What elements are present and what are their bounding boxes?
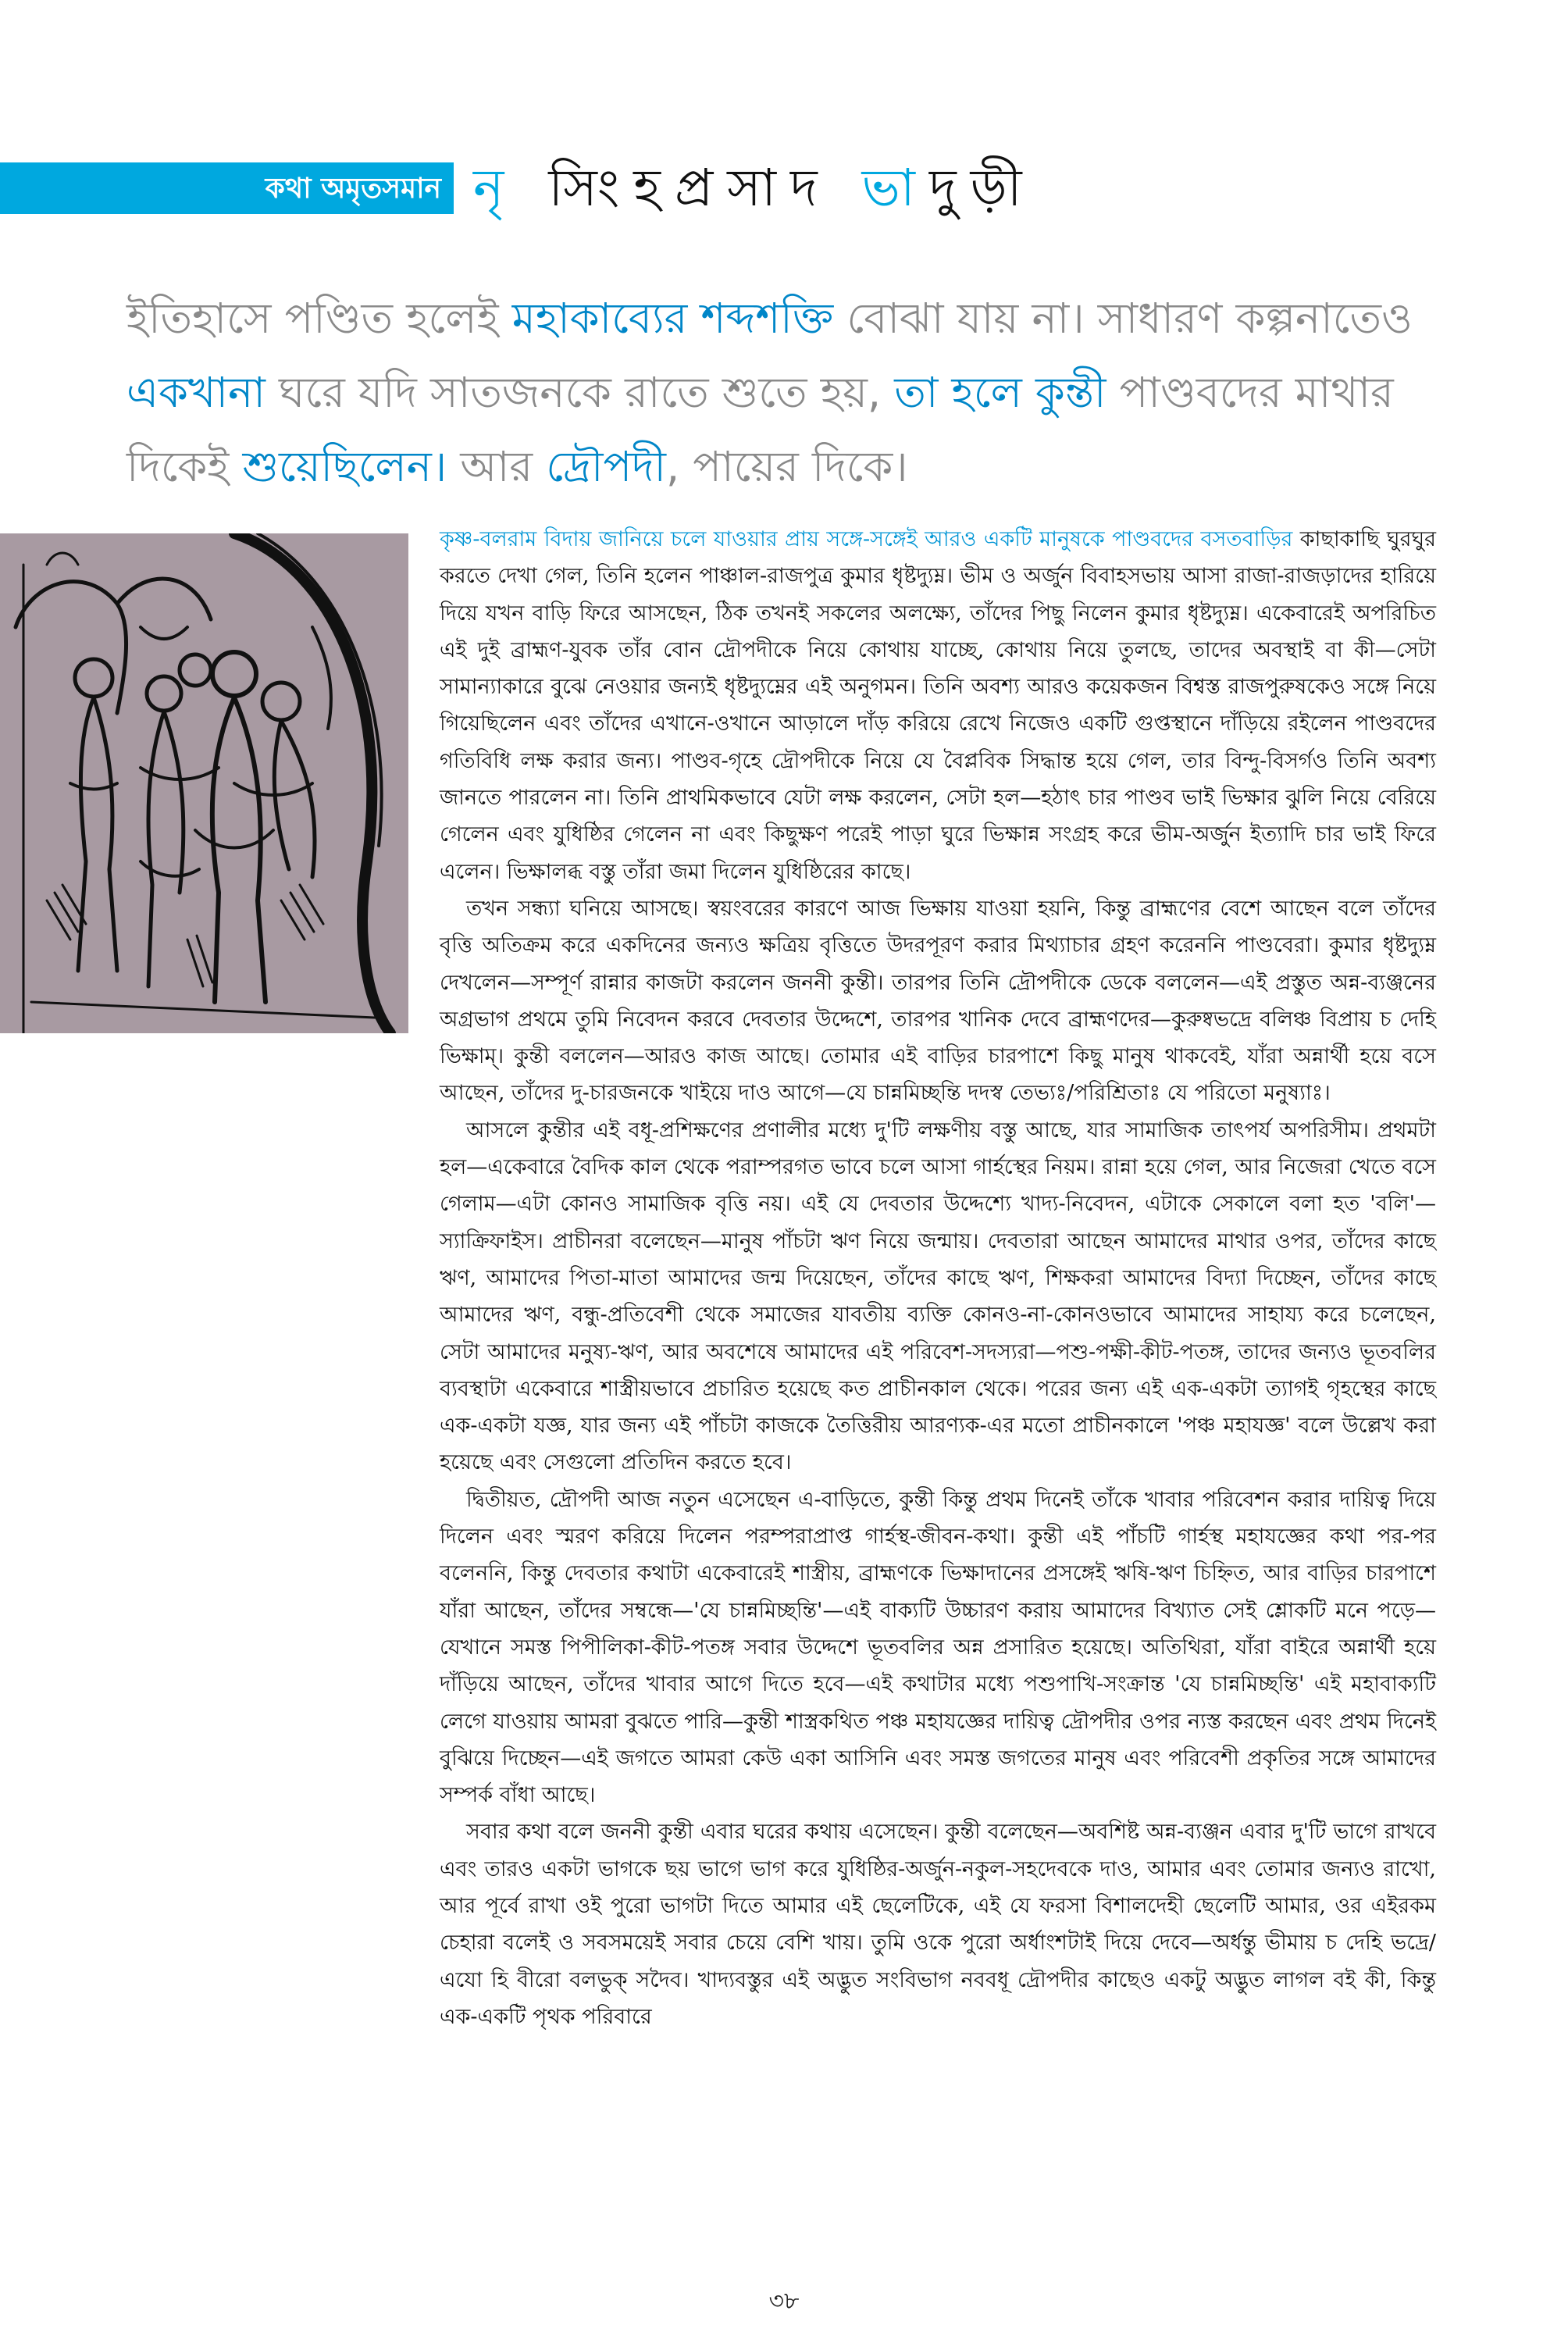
paragraph-text: কাছাকাছি ঘুরঘুর করতে দেখা গেল, তিনি হলেন পাঞ্চাল-রাজপুত্র কুমার ধৃষ্টদ্যুম্ন। ভীম ও অর্জুন বিবাহসভায় আসা রাজা-রাজড়াদের হারিয়ে দিয়ে যখন বাড়ি ফিরে আসছেন, ঠিক তখনই সকলের অলক্ষ্যে, তাঁদের পিছু নিলেন কুমার ধৃষ্টদ্যুম্ন। একেবারেই অপরিচিত এই দুই ব্রাহ্মণ-যুবক তাঁর বোন দ্রৌপদীকে নিয়ে কোথায় যাচ্ছে, কোথায় নিয়ে তুলছে, তাদের অবস্থাই বা কী—সেটা সামান্যাকারে বুঝে নেওয়ার জন্যই ধৃষ্টদ্যুম্নের এই অনুগমন। তিনি অবশ্য আরও কয়েকজন বিশ্বস্ত রাজপুরুষকেও সঙ্গে নিয়ে গিয়েছিলেন এবং তাঁদের এখানে-ওখানে আড়ালে দাঁড় করিয়ে রেখে নিজেও একটি গুপ্তস্থানে দাঁড়িয়ে রইলেন পাণ্ডবদের গতিবিধি লক্ষ করার জন্য। পাণ্ডব-গৃহে দ্রৌপদীকে নিয়ে যে বৈপ্লবিক সিদ্ধান্ত হয়ে গেল, তার বিন্দু-বিসর্গও তিনি অবশ্য জানতে পারলেন না। তিনি প্রাথমিকভাবে যেটা লক্ষ করলেন, সেটা হল—হঠাৎ চার পাণ্ডব ভাই ভিক্ষার ঝুলি নিয়ে বেরিয়ে গেলেন এবং যুধিষ্ঠির গেলেন না এবং কিছুক্ষণ পরেই পাড়া ঘুরে ভিক্ষান্ন সংগ্রহ করে ভীম-অর্জুন ইত্যাদি চার ভাই ফিরে এলেন। ভিক্ষালব্ধ বস্তু তাঁরা জমা দিলেন যুধিষ্ঠিরের কাছে। [440,527,1436,884]
paragraph [440,521,1436,890]
paragraph: তখন সন্ধ্যা ঘনিয়ে আসছে। স্বয়ংবরের কারণে আজ ভিক্ষায় যাওয়া হয়নি, কিন্তু ব্রাহ্মণের বেশে আছেন বলে তাঁদের বৃত্তি অতিক্রম করে একদিনের জন্যও ক্ষত্রিয় বৃত্তিতে উদরপূরণ করার মিথ্যাচার গ্রহণ করেননি পাণ্ডবেরা। কুমার ধৃষ্টদ্যুম্ন দেখলেন—সম্পূর্ণ রান্নার কাজটা করলেন জননী কুন্তী। তারপর তিনি দ্রৌপদীকে ডেকে বললেন—এই প্রস্তুত অন্ন-ব্যঞ্জনের অগ্রভাগ প্রথমে তুমি নিবেদন করবে দেবতার উদ্দেশে, তারপর খানিক দেবে ব্রাহ্মণদের—কুরুষ্বভদ্রে বলিঞ্চ বিপ্রায় চ দেহি ভিক্ষাম্। কুন্তী বললেন—আরও কাজ আছে। তোমার এই বাড়ির চারপাশে কিছু মানুষ থাকবেই, যাঁরা অন্নার্থী হয়ে বসে আছেন, তাঁদের দু-চারজনকে খাইয়ে দাও আগে—যে চান্নমিচ্ছন্তি দদস্ব তেভ্যঃ/পরিশ্রিতাঃ যে পরিতো মনুষ্যাঃ। [440,896,1436,1106]
line-drawing-illustration [0,533,408,1033]
paragraph: সবার কথা বলে জননী কুন্তী এবার ঘরের কথায় এসেছেন। কুন্তী বলেছেন—অবশিষ্ট অন্ন-ব্যঞ্জন এবার দু'টি ভাগে রাখবে এবং তারও একটা ভাগকে ছয় ভাগে ভাগ করে যুধিষ্ঠির-অর্জুন-নকুল-সহদেবকে দাও, আমার এবং তোমার জন্যও রাখো, আর পূর্বে রাখা ওই পুরো ভাগটা দিতে আমার এই ছেলেটিকে, এই যে ফরসা বিশালদেহী ছেলেটি আমার, ওর এইরকম চেহারা বলেই ও সবসময়েই সবার চেয়ে বেশি খায়। তুমি ওকে পুরো অর্ধাংশটাই দিয়ে দেবে—অর্ধন্তু ভীমায় চ দেহি ভদ্রে/এযো হি বীরো বলভুক্ সদৈব। খাদ্যবস্তুর এই অদ্ভুত সংবিভাগ নববধূ দ্রৌপদীর কাছেও একটু অদ্ভুত লাগল বই কী, কিন্তু এক-একটি পৃথক পরিবারে [440,1820,1436,2029]
page-number: ৩৮ [768,2288,800,2315]
illustration [0,533,408,1033]
author-mid: সিংহপ্রসাদ [548,158,862,218]
author-initial: নৃ [473,158,519,218]
pq-highlight: দ্রৌপদী [546,442,666,491]
article-body [440,521,1436,2035]
author-name [473,153,1036,223]
author-end: দুড়ী [928,158,1036,218]
pq-text: পাণ্ডবদের মাথার দিকেই [127,368,1394,491]
author-initial-2: ভা [861,158,929,218]
pq-highlight: একখানা [127,368,265,417]
pq-text: বোঝা যায় না। সাধারণ কল্পনাতেও [833,294,1413,343]
pq-text: , পায়ের দিকে। [665,442,908,491]
paragraph: আসলে কুন্তীর এই বধূ-প্রশিক্ষণের প্রণালীর মধ্যে দু'টি লক্ষণীয় বস্তু আছে, যার সামাজিক তাৎপর্য অপরিসীম। প্রথমটা হল—একেবারে বৈদিক কাল থেকে পরাম্পরগত ভাবে চলে আসা গার্হস্থের নিয়ম। রান্না হয়ে গেল, আর নিজেরা খেতে বসে গেলাম—এটা কোনও সামাজিক বৃত্তি নয়। এই যে দেবতার উদ্দেশ্যে খাদ্য-নিবেদন, এটাকে সেকালে বলা হত 'বলি'—স্যাক্রিফাইস। প্রাচীনরা বলেছেন—মানুষ পাঁচটা ঋণ নিয়ে জন্মায়। দেবতারা আছেন আমাদের মাথার ওপর, তাঁদের কাছে ঋণ, আমাদের পিতা-মাতা আমাদের জন্ম দিয়েছেন, তাঁদের কাছে ঋণ, শিক্ষকরা আমাদের বিদ্যা দিচ্ছেন, তাঁদের কাছে আমাদের ঋণ, বন্ধু-প্রতিবেশী থেকে সমাজের যাবতীয় ব্যক্তি কোনও-না-কোনওভাবে আমাদের সাহায্য করে চলেছেন, সেটা আমাদের মনুষ্য-ঋণ, আর অবশেষে আমাদের এই পরিবেশ-সদস্যরা—পশু-পক্ষী-কীট-পতঙ্গ, তাদের জন্যও ভূতবলির ব্যবস্থাটা একেবারে শাস্ত্রীয়ভাবে প্রচারিত হয়েছে কত প্রাচীনকাল থেকে। পরের জন্য এই এক-একটা ত্যাগই গৃহস্থের কাছে এক-একটা যজ্ঞ, যার জন্য এই পাঁচটা কাজকে তৈত্তিরীয় আরণ্যক-এর মতো প্রাচীনকালে 'পঞ্চ মহাযজ্ঞ' বলে উল্লেখ করা হয়েছে এবং সেগুলো প্রতিদিন করতে হবে। [440,1118,1436,1475]
pq-highlight: তা হলে কুন্তী [894,368,1107,417]
paragraph: দ্বিতীয়ত, দ্রৌপদী আজ নতুন এসেছেন এ-বাড়িতে, কুন্তী কিন্তু প্রথম দিনেই তাঁকে খাবার পরিবেশন করার দায়িত্ব দিয়ে দিলেন এবং স্মরণ করিয়ে দিলেন পরম্পরাপ্রাপ্ত গার্হস্থ-জীবন-কথা। কুন্তী এই পাঁচটি গার্হস্থ মহাযজ্ঞের কথা পর-পর বলেননি, কিন্তু দেবতার কথাটা একেবারেই শাস্ত্রীয়, ব্রাহ্মণকে ভিক্ষাদানের প্রসঙ্গেই ঋষি-ঋণ চিহ্নিত, আর বাড়ির চারপাশে যাঁরা আছেন, তাঁদের সম্বন্ধে—'যে চান্নমিচ্ছন্তি'—এই বাক্যটি উচ্চারণ করায় আমাদের বিখ্যাত সেই শ্লোকটি মনে পড়ে—যেখানে সমস্ত পিপীলিকা-কীট-পতঙ্গ সবার উদ্দেশে ভূতবলির অন্ন প্রসারিত হয়েছে। অতিথিরা, যাঁরা বাইরে অন্নার্থী হয়ে দাঁড়িয়ে আছেন, তাঁদের খাবার আগে দিতে হবে—এই কথাটার মধ্যে পশুপাখি-সংক্রান্ত 'যে চান্নমিচ্ছন্তি' এই মহাবাক্যটি লেগে যাওয়ায় আমরা বুঝতে পারি—কুন্তী শাস্ত্রকথিত পঞ্চ মহাযজ্ঞের দায়িত্ব দ্রৌপদীর ওপর ন্যস্ত করছেন এবং প্রথম দিনেই বুঝিয়ে দিচ্ছেন—এই জগতে আমরা কেউ একা আসিনি এবং সমস্ত জগতের মানুষ এবং পরিবেশী প্রকৃতির সঙ্গে আমাদের সম্পর্ক বাঁধা আছে। [440,1487,1436,1808]
pq-highlight: শুয়েছিলেন। [242,442,447,491]
pull-quote [127,281,1438,504]
lead-in: কৃষ্ণ-বলরাম বিদায় জানিয়ে চলে যাওয়ার প্রায় সঙ্গে-সঙ্গেই আরও একটি মানুষকে পাণ্ডবদের বসতবাড়ির [440,527,1293,551]
pq-text: আর [447,442,547,491]
pq-highlight: মহাকাব্যের শব্দশক্তি [511,294,834,343]
pq-text: ঘরে যদি সাতজনকে রাতে শুতে হয়, [265,368,895,417]
pq-text: ইতিহাসে পণ্ডিত হলেই [127,294,512,343]
series-label: কথা অমৃতসমান [265,173,441,205]
